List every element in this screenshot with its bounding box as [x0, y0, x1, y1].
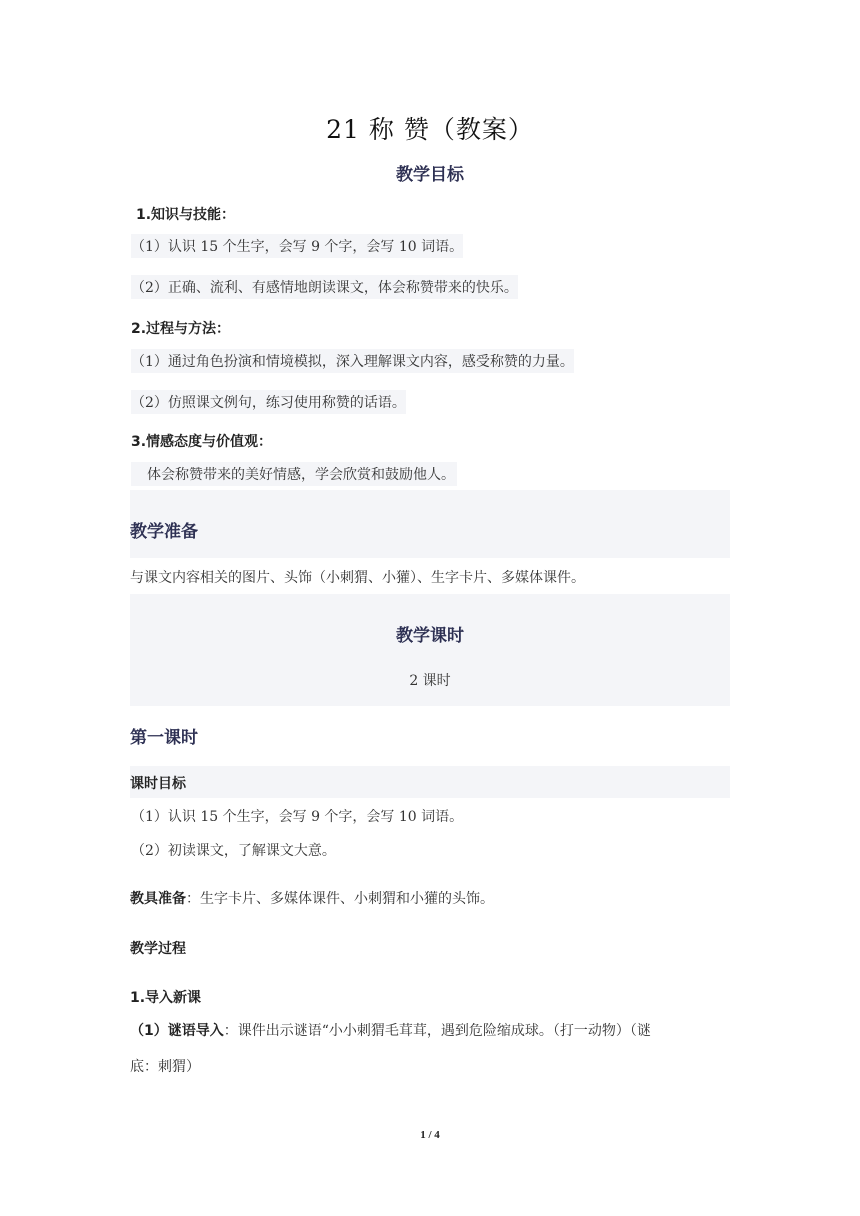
prep-text: 与课文内容相关的图片、头饰（小刺猬、小獾）、生字卡片、多媒体课件。	[130, 570, 585, 586]
s2-item1: （1）通过角色扮演和情境模拟，深入理解课文内容，感受称赞的力量。	[131, 349, 574, 373]
lg-item1: （1）认识 15 个生字，会写 9 个字，会写 10 词语。	[131, 809, 464, 825]
s1-item1: （1）认识 15 个生字，会写 9 个字，会写 10 词语。	[131, 234, 463, 258]
lg-item2: （2）初读课文，了解课文大意。	[131, 843, 336, 859]
riddle-text-line1: ：课件出示谜语“小小刺猬毛茸茸，遇到危险缩成球。（打一动物）（谜	[223, 1023, 651, 1039]
hours-text: 2 课时	[409, 673, 451, 689]
riddle-label: （1）谜语导入	[130, 1023, 224, 1039]
riddle-text-line2: 底：刺猬）	[130, 1059, 200, 1075]
prep-band	[130, 490, 730, 558]
riddle-line1	[130, 1020, 651, 1040]
section2-label: 2.过程与方法：	[131, 321, 231, 337]
section1-label: 1.知识与技能：	[136, 207, 236, 223]
s2-item2: （2）仿照课文例句，练习使用称赞的话语。	[131, 390, 406, 414]
lesson1-heading: 第一课时	[130, 728, 198, 748]
s1-item2: （2）正确、流利、有感情地朗读课文，体会称赞带来的快乐。	[131, 275, 518, 299]
section3-label: 3.情感态度与价值观：	[131, 434, 273, 450]
document-title: 21 称 赞（教案）	[326, 115, 534, 144]
prep-heading: 教学准备	[130, 522, 198, 542]
s3-text: 体会称赞带来的美好情感，学会欣赏和鼓励他人。	[131, 462, 457, 486]
page-number: 1 / 4	[420, 1129, 440, 1141]
tools-label: 教具准备	[130, 891, 186, 907]
hours-heading: 教学课时	[396, 626, 464, 646]
goal-band	[130, 766, 730, 798]
process-label: 教学过程	[130, 941, 186, 957]
lesson-goal-label: 课时目标	[130, 776, 186, 792]
tools-line	[130, 888, 494, 908]
step1-label: 1.导入新课	[130, 990, 202, 1006]
tools-text: ：生字卡片、多媒体课件、小刺猬和小獾的头饰。	[186, 891, 494, 907]
objectives-heading: 教学目标	[396, 165, 464, 185]
